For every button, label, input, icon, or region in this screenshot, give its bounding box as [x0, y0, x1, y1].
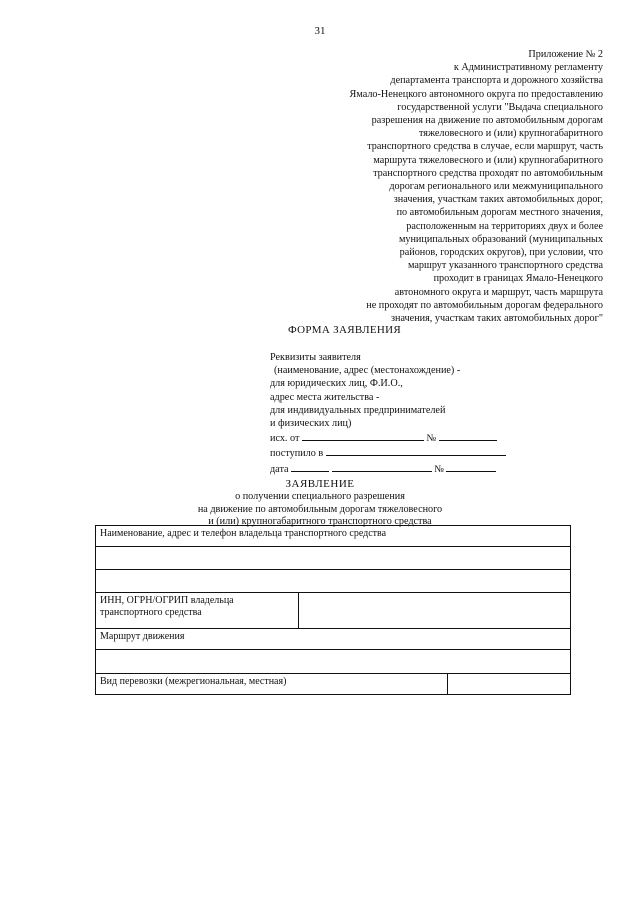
- table-row: [96, 629, 571, 650]
- route-label-cell: Маршрут движения: [96, 629, 571, 650]
- statement-subtitle-line: о получении специального разрешения: [235, 491, 405, 502]
- statement-subtitle: [0, 491, 640, 529]
- table-row: [96, 547, 571, 570]
- application-table: [95, 525, 571, 695]
- form-title: ФОРМА ЗАЯВЛЕНИЯ: [288, 324, 401, 336]
- outgoing-date-field[interactable]: [302, 430, 424, 441]
- appendix-line: не проходят по автомобильным дорогам федерального: [366, 299, 603, 311]
- requisites-line: (наименование, адрес (местонахождение) -: [274, 365, 461, 377]
- table-row: [96, 650, 571, 674]
- requisites-line: и физических лиц): [270, 418, 352, 430]
- transport-type-input-cell[interactable]: [448, 674, 571, 695]
- owner-input-cell[interactable]: [96, 570, 571, 593]
- appendix-line: значения, участкам таких автомобильных дорог,: [393, 194, 603, 206]
- appendix-line: районов, городских округов), при условии, что: [399, 247, 603, 259]
- appendix-line: департамента транспорта и дорожного хозяйства: [390, 75, 603, 87]
- requisites-line: для юридических лиц, Ф.И.О.,: [270, 378, 403, 390]
- appendix-line: маршрут указанного транспортного средства: [408, 260, 603, 272]
- appendix-line: расположенным на территориях двух и более: [406, 220, 603, 232]
- table-row: [96, 593, 571, 629]
- inn-label-line: ИНН, ОГРН/ОГРИП владельца: [100, 595, 234, 606]
- appendix-line: государственной услуги "Выдача специального: [397, 101, 603, 113]
- received-field[interactable]: [326, 445, 506, 456]
- date-day-field[interactable]: [291, 461, 329, 472]
- table-row: [96, 526, 571, 547]
- requisites-heading: Реквизиты заявителя: [270, 352, 361, 363]
- received-row: [270, 445, 550, 460]
- outgoing-number-field[interactable]: [439, 430, 497, 441]
- appendix-line: проходит в границах Ямало-Ненецкого: [433, 273, 603, 285]
- table-row: [96, 674, 571, 695]
- page-number: 31: [314, 25, 326, 37]
- transport-type-label-cell: Вид перевозки (межрегиональная, местная): [96, 674, 448, 695]
- appendix-line: маршрута тяжеловесного и (или) крупногабаритного: [373, 154, 603, 166]
- statement-subtitle-line: и (или) крупногабаритного транспортного средства: [208, 516, 432, 528]
- owner-input-cell[interactable]: [96, 547, 571, 570]
- table-row: [96, 570, 571, 593]
- number-sign: №: [426, 433, 437, 445]
- requisites-line: для индивидуальных предпринимателей: [270, 404, 446, 416]
- outgoing-label: исх. от: [270, 433, 300, 445]
- received-label: поступило в: [270, 448, 324, 460]
- owner-label-cell: Наименование, адрес и телефон владельца транспортного средства: [96, 526, 571, 547]
- appendix-line: Приложение № 2: [528, 49, 603, 60]
- inn-label-cell: [96, 593, 299, 629]
- route-input-cell[interactable]: [96, 650, 571, 674]
- statement-subtitle-line: на движение по автомобильным дорогам тяжеловесного: [197, 503, 443, 515]
- date-month-field[interactable]: [332, 461, 432, 472]
- appendix-line: транспортного средства в случае, если маршрут, часть: [367, 141, 603, 153]
- appendix-line: муниципальных образований (муниципальных: [398, 233, 603, 245]
- appendix-header: [263, 48, 603, 325]
- outgoing-row: [270, 430, 550, 445]
- inn-label-line: транспортного средства: [100, 607, 202, 618]
- appendix-line: тяжеловесного и (или) крупногабаритного: [418, 128, 603, 140]
- appendix-line: Ямало-Ненецкого автономного округа по предоставлению: [349, 88, 603, 100]
- appendix-line: к Административному регламенту: [453, 62, 603, 74]
- appendix-line: дорогам регионального или межмуниципального: [389, 181, 603, 193]
- appendix-line: транспортного средства проходят по автомобильным: [373, 167, 603, 179]
- appendix-line: разрешения на движение по автомобильным дорогам: [371, 115, 603, 127]
- requisites-line: адрес места жительства -: [270, 391, 380, 403]
- appendix-line: значения, участкам таких автомобильных дорог": [390, 313, 603, 325]
- date-label: дата: [270, 463, 289, 475]
- applicant-requisites: [270, 351, 550, 476]
- appendix-line: автономного округа и маршрут, часть маршрута: [394, 286, 603, 298]
- date-row: [270, 461, 550, 476]
- date-number-field[interactable]: [446, 461, 496, 472]
- number-sign: №: [434, 463, 444, 475]
- appendix-line: по автомобильным дорогам местного значения,: [396, 207, 603, 219]
- inn-input-cell[interactable]: [298, 593, 570, 629]
- statement-title: ЗАЯВЛЕНИЕ: [285, 478, 355, 490]
